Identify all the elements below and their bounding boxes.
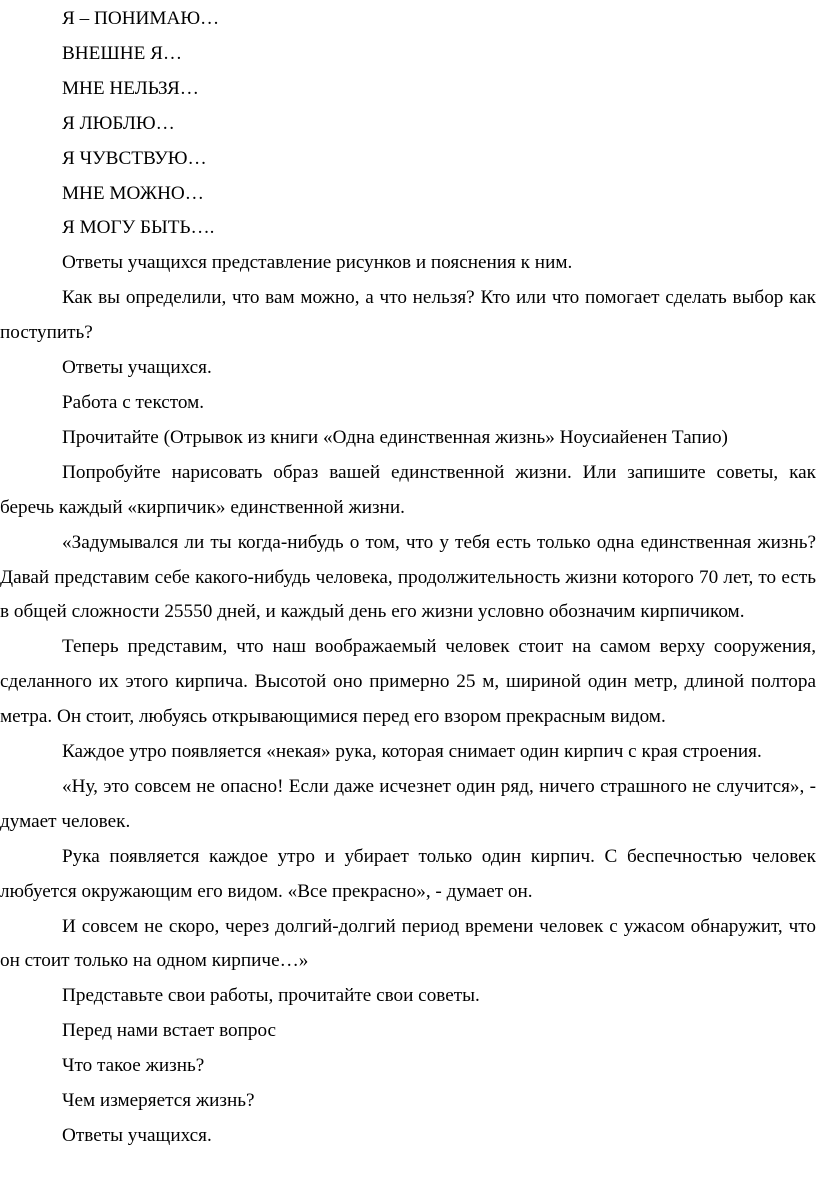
- paragraph: ВНЕШНЕ Я…: [62, 42, 183, 64]
- paragraph: «Задумывался ли ты когда-нибудь о том, что у тебя есть только одна единственная жизнь? Давай представим себе какого-нибудь человека, продолжительность жизни которого 70 лет, то есть в общей сложности 25550 дней, и каждый день его жизни условно обозначим кирпичиком.: [0, 531, 816, 623]
- paragraph: Рука появляется каждое утро и убирает только один кирпич. С беспечностью человек любуется окружающим его видом. «Все прекрасно», - думает он.: [0, 845, 816, 902]
- paragraph: Как вы определили, что вам можно, а что нельзя? Кто или что помогает сделать выбор как поступить?: [0, 287, 816, 344]
- paragraph: Работа с текстом.: [62, 391, 205, 413]
- paragraph: Представьте свои работы, прочитайте свои советы.: [62, 985, 480, 1007]
- paragraph: Перед нами встает вопрос: [62, 1020, 277, 1042]
- paragraph: Ответы учащихся.: [62, 1125, 212, 1146]
- paragraph: Я ЧУВСТВУЮ…: [62, 147, 207, 169]
- paragraph: Прочитайте (Отрывок из книги «Одна единственная жизнь» Ноусиайенен Тапио): [62, 426, 728, 448]
- paragraph: «Ну, это совсем не опасно! Если даже исчезнет один ряд, ничего страшного не случится», - думает человек.: [0, 775, 816, 832]
- paragraph: Я ЛЮБЛЮ…: [62, 112, 175, 134]
- paragraph: И совсем не скоро, через долгий-долгий период времени человек с ужасом обнаружит, что он стоит только на одном кирпиче…»: [0, 915, 816, 972]
- paragraph: Ответы учащихся представление рисунков и пояснения к ним.: [62, 252, 573, 274]
- paragraph: Я МОГУ БЫТЬ….: [62, 217, 215, 239]
- paragraph: Чем измеряется жизнь?: [62, 1090, 255, 1112]
- paragraph: Попробуйте нарисовать образ вашей единственной жизни. Или запишите советы, как беречь каждый «кирпичик» единственной жизни.: [0, 461, 816, 518]
- paragraph: Ответы учащихся.: [62, 357, 212, 379]
- paragraph: МНЕ МОЖНО…: [62, 182, 204, 204]
- paragraph: МНЕ НЕЛЬЗЯ…: [62, 77, 199, 99]
- paragraph: Теперь представим, что наш воображаемый человек стоит на самом верху сооружения, сделанного их этого кирпича. Высотой оно примерно 25 м, шириной один метр, длиной полтора метра. Он стоит, любуясь открывающимися перед его взором прекрасным видом.: [0, 636, 816, 728]
- paragraph: Каждое утро появляется «некая» рука, которая снимает один кирпич с края строения.: [62, 741, 762, 763]
- paragraph: Что такое жизнь?: [62, 1055, 205, 1077]
- paragraph: Я – ПОНИМАЮ…: [62, 8, 220, 29]
